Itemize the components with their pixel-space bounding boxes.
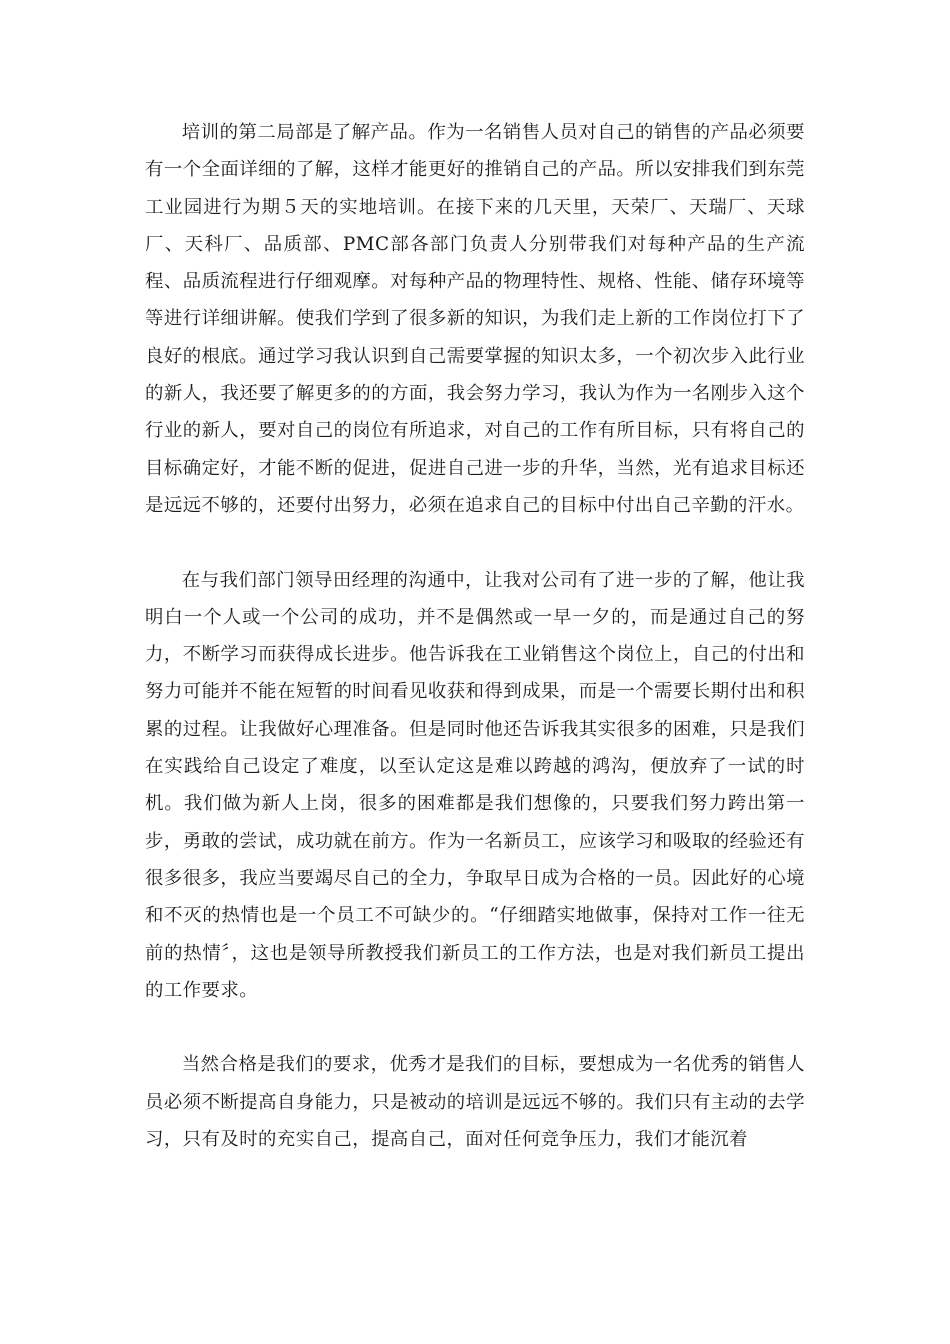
paragraph-product-training: 培训的第二局部是了解产品。作为一名销售人员对自己的销售的产品必须要有一个全面详细的了解，这样才能更好的推销自己的产品。所以安排我们到东莞工业园进行为期５天的实地培训。在接下来的几天里，天荣厂、天瑞厂、天球厂、天科厂、品质部、PMC部各部门负责人分别带我们对每种产品的生产流程、品质流程进行仔细观摩。对每种产品的物理特性、规格、性能、储存环境等等进行详细讲解。使我们学到了很多新的知识，为我们走上新的工作岗位打下了良好的根底。通过学习我认识到自己需要掌握的知识太多，一个初次步入此行业的新人，我还要了解更多的的方面，我会努力学习，我认为作为一名刚步入这个行业的新人，要对自己的岗位有所追求，对自己的工作有所目标，只有将自己的目标确定好，才能不断的促进，促进自己进一步的升华，当然，光有追求目标还是远远不够的，还要付出努力，必须在追求自己的目标中付出自己辛勤的汗水。 [145, 122, 805, 516]
document-body [145, 114, 805, 1158]
paragraph-manager-talk: 在与我们部门领导田经理的沟通中，让我对公司有了进一步的了解，他让我明白一个人或一个公司的成功，并不是偶然或一早一夕的，而是通过自己的努力，不断学习而获得成长进步。他告诉我在工业销售这个岗位上，自己的付出和努力可能并不能在短暂的时间看见收获和得到成果，而是一个需要长期付出和积累的过程。让我做好心理准备。但是同时他还告诉我其实很多的困难，只是我们在实践给自己设定了难度，以至认定这是难以跨越的鸿沟，便放弃了一试的时机。我们做为新人上岗，很多的困难都是我们想像的，只要我们努力跨出第一步，勇敢的尝试，成功就在前方。作为一名新员工，应该学习和吸取的经验还有很多很多，我应当要竭尽自己的全力，争取早日成为合格的一员。因此好的心境和不灭的热情也是一个员工不可缺少的。“仔细踏实地做事，保持对工作一往无前的热情〞，这也是领导所教授我们新员工的工作方法，也是对我们新员工提出的工作要求。 [145, 569, 805, 1001]
paragraph-goals: 当然合格是我们的要求，优秀才是我们的目标，要想成为一名优秀的销售人员必须不断提高自身能力，只是被动的培训是远远不够的。我们只有主动的去学习，只有及时的充实自己，提高自己，面对任何竞争压力，我们才能沉着 [145, 1054, 805, 1151]
